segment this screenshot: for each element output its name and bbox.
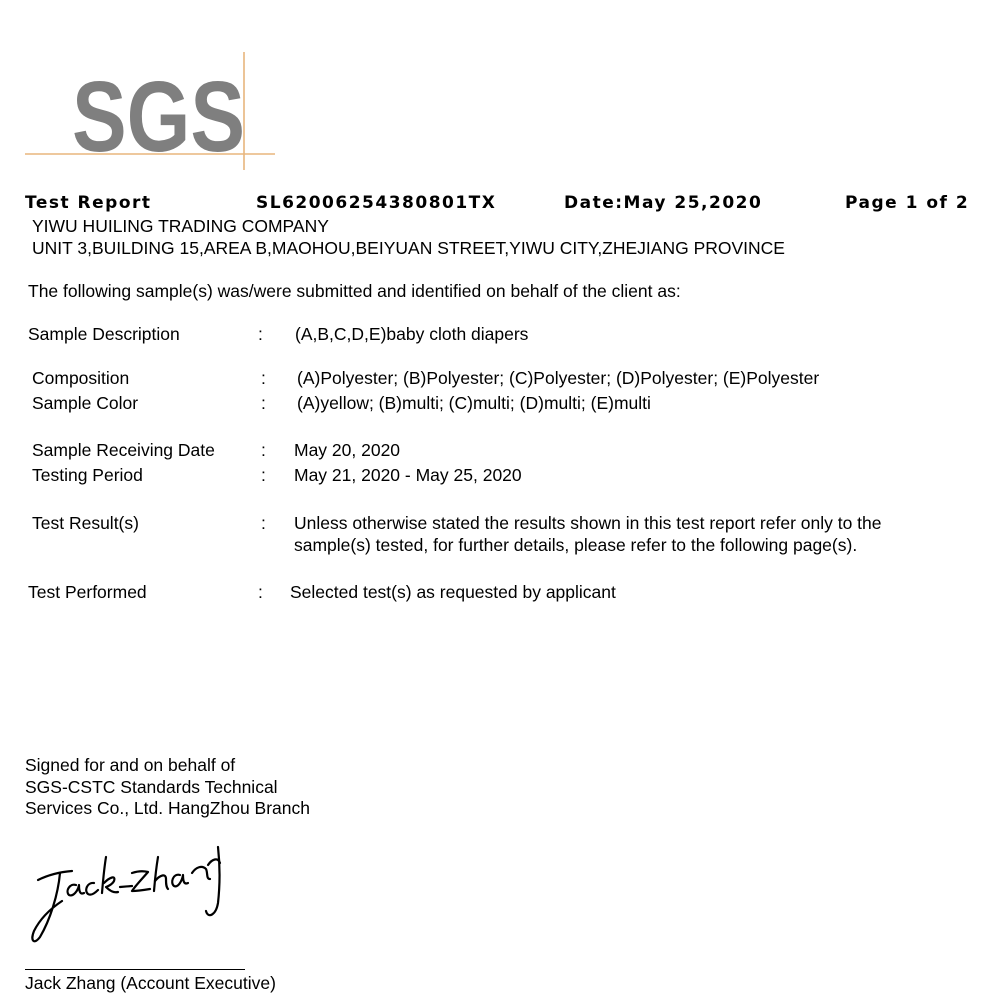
composition-colon: :	[261, 368, 266, 388]
signed-on-behalf-line1: Signed for and on behalf of	[25, 755, 236, 775]
receiving-date-value: May 20, 2020	[294, 440, 401, 460]
intro-text: The following sample(s) was/were submitted and identified on behalf of the client as:	[28, 281, 681, 301]
testing-period-value: May 21, 2020 - May 25, 2020	[294, 465, 522, 485]
composition-label: Composition	[32, 368, 130, 388]
report-number: SL62006254380801TX	[256, 193, 497, 213]
sample-description-colon: :	[258, 324, 263, 344]
client-name: YIWU HUILING TRADING COMPANY	[32, 216, 329, 236]
sample-description-label: Sample Description	[28, 324, 180, 344]
signatory-name: Jack Zhang (Account Executive)	[25, 973, 276, 993]
receiving-date-label: Sample Receiving Date	[32, 440, 215, 460]
page-number: Page 1 of 2	[845, 193, 970, 213]
sample-color-colon: :	[261, 393, 266, 413]
test-performed-label: Test Performed	[28, 582, 147, 602]
test-results-label: Test Result(s)	[32, 513, 139, 533]
client-address: UNIT 3,BUILDING 15,AREA B,MAOHOU,BEIYUAN STREET,YIWU CITY,ZHEJIANG PROVINCE	[32, 238, 785, 258]
sgs-logo	[0, 0, 300, 175]
sample-color-value: (A)yellow; (B)multi; (C)multi; (D)multi; (E)multi	[297, 393, 651, 413]
signed-on-behalf-line3: Services Co., Ltd. HangZhou Branch	[25, 798, 311, 818]
signature-line	[25, 969, 245, 970]
handwritten-signature	[20, 835, 240, 955]
test-performed-colon: :	[258, 582, 263, 602]
test-results-value-line1: Unless otherwise stated the results shown in this test report refer only to the	[294, 513, 882, 533]
report-date: Date:May 25,2020	[564, 193, 763, 213]
composition-value: (A)Polyester; (B)Polyester; (C)Polyester; (D)Polyester; (E)Polyester	[297, 368, 820, 388]
test-results-colon: :	[261, 513, 266, 533]
testing-period-label: Testing Period	[32, 465, 143, 485]
svg-text:SGS: SGS	[72, 61, 245, 173]
report-title: Test Report	[25, 193, 152, 213]
test-performed-value: Selected test(s) as requested by applicant	[290, 582, 616, 602]
test-results-value-line2: sample(s) tested, for further details, please refer to the following page(s).	[294, 535, 858, 555]
testing-period-colon: :	[261, 465, 266, 485]
signed-on-behalf-line2: SGS-CSTC Standards Technical	[25, 777, 278, 797]
receiving-date-colon: :	[261, 440, 266, 460]
sample-color-label: Sample Color	[32, 393, 139, 413]
sample-description-value: (A,B,C,D,E)baby cloth diapers	[295, 324, 529, 344]
